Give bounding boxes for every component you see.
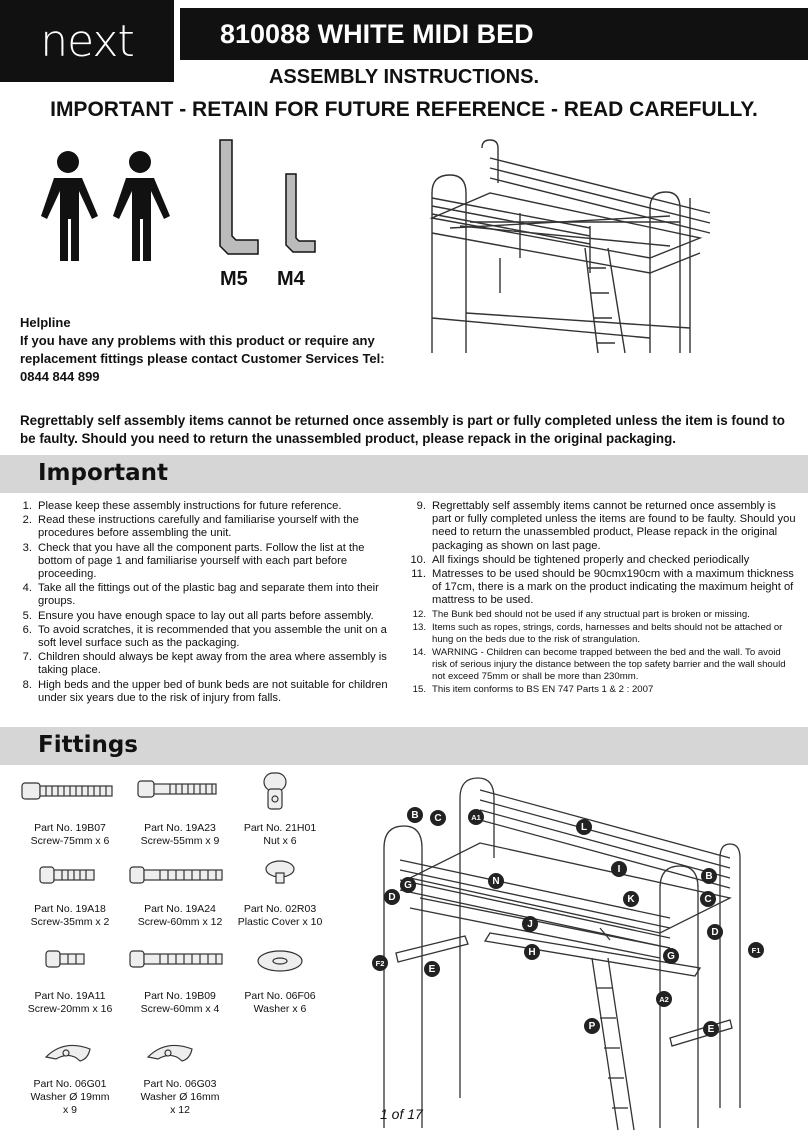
part-callout-label: P bbox=[584, 1018, 600, 1034]
list-item-number: 8. bbox=[22, 678, 32, 691]
bed-illustration bbox=[420, 138, 720, 358]
list-item-number: 13. bbox=[412, 621, 426, 633]
part-description: Screw-55mm x 9 bbox=[140, 835, 220, 847]
fitting-part-label bbox=[15, 903, 125, 929]
return-notice: Regrettably self assembly items cannot be returned once assembly is part or fully completed unless the item is found to be faulty. Should you need to return the unassembled product, please repack in the original packaging. bbox=[20, 413, 785, 446]
list-item bbox=[16, 582, 394, 608]
part-description: Washer Ø 19mm bbox=[30, 1091, 110, 1103]
part-description: Screw-60mm x 4 bbox=[140, 1003, 220, 1015]
fittings-heading: Fittings bbox=[38, 732, 138, 758]
important-list-left bbox=[16, 500, 394, 706]
list-item-text: Read these instructions carefully and familiarise yourself with the procedures before assembling the unit. bbox=[38, 514, 359, 540]
list-item-number: 15. bbox=[412, 683, 426, 695]
fitting-part-label bbox=[125, 990, 235, 1016]
curved-washer-icon bbox=[46, 1045, 90, 1061]
list-item-number: 1. bbox=[22, 500, 32, 512]
list-item-text: All fixings should be tightened properly and checked periodically bbox=[432, 553, 750, 566]
short-screw-icon bbox=[40, 867, 94, 883]
part-callout-label: A2 bbox=[656, 991, 672, 1007]
fittings-drawings bbox=[0, 765, 345, 1125]
part-description: Nut x 6 bbox=[263, 835, 297, 847]
part-description: Washer Ø 16mm bbox=[140, 1091, 220, 1103]
screw-icon bbox=[130, 951, 222, 967]
part-callout-label: D bbox=[384, 889, 400, 905]
part-number: Part No. 19A18 bbox=[34, 903, 106, 915]
list-item bbox=[410, 568, 798, 608]
list-item bbox=[16, 610, 394, 623]
part-number: Part No. 21H01 bbox=[243, 822, 317, 834]
product-title-bar bbox=[180, 8, 808, 60]
part-quantity: x 12 bbox=[170, 1104, 190, 1116]
two-person-icon bbox=[30, 148, 190, 268]
list-item-text: High beds and the upper bed of bunk beds are not suitable for children under six years due to the risk of injury from falls. bbox=[38, 678, 388, 704]
part-callout-label: A1 bbox=[468, 809, 484, 825]
part-number: Part No. 19B07 bbox=[34, 822, 106, 834]
m4-label: M4 bbox=[277, 268, 305, 290]
list-item bbox=[410, 622, 798, 646]
fitting-part-label bbox=[125, 903, 235, 929]
fitting-part-label bbox=[125, 1078, 235, 1117]
list-item bbox=[16, 500, 394, 513]
part-quantity: x 9 bbox=[62, 1104, 77, 1116]
allen-keys-icon bbox=[212, 136, 322, 266]
washer-icon bbox=[258, 951, 302, 971]
list-item-number: 12. bbox=[412, 608, 426, 620]
list-item-number: 3. bbox=[22, 541, 32, 554]
helpline-text: If you have any problems with this product or require any replacement fittings please contact Customer Services Tel: 0844 844 899 bbox=[20, 333, 385, 384]
important-section-band bbox=[0, 455, 808, 493]
list-item-number: 9. bbox=[416, 500, 426, 512]
part-description: Screw-60mm x 12 bbox=[137, 916, 223, 928]
list-item-number: 4. bbox=[22, 582, 32, 595]
part-description: Screw-75mm x 6 bbox=[30, 835, 110, 847]
part-callout-label: B bbox=[407, 807, 423, 823]
list-item bbox=[16, 514, 394, 540]
list-item-text: Check that you have all the component parts. Follow the list at the bottom of page 1 and familiarise yourself with each part before proceeding. bbox=[38, 541, 365, 581]
part-number: Part No. 06F06 bbox=[244, 990, 316, 1002]
screw-icon bbox=[130, 867, 222, 883]
part-number: Part No. 19A23 bbox=[144, 822, 216, 834]
part-number: Part No. 19A11 bbox=[34, 990, 106, 1002]
fitting-part-label bbox=[15, 822, 125, 848]
part-description: Screw-20mm x 16 bbox=[27, 1003, 113, 1015]
helpline-box bbox=[20, 314, 390, 386]
list-item-number: 6. bbox=[22, 623, 32, 636]
list-item-number: 11. bbox=[411, 568, 426, 581]
part-callout-label: F1 bbox=[748, 942, 764, 958]
part-number: Part No. 19B09 bbox=[144, 990, 216, 1002]
retain-notice: IMPORTANT - RETAIN FOR FUTURE REFERENCE - READ CAREFULLY. bbox=[50, 98, 758, 121]
list-item-text: Ensure you have enough space to lay out all parts before assembly. bbox=[38, 609, 374, 622]
part-description: Plastic Cover x 10 bbox=[237, 916, 323, 928]
fitting-part-label bbox=[15, 990, 125, 1016]
fitting-part-label bbox=[125, 822, 235, 848]
list-item bbox=[410, 684, 798, 696]
list-item-text: Children should always be kept away from the area where assembly is taking place. bbox=[38, 651, 387, 677]
part-callout-label: C bbox=[700, 891, 716, 907]
fitting-part-label bbox=[225, 990, 335, 1016]
list-item-number: 7. bbox=[22, 651, 32, 664]
helpline-heading: Helpline bbox=[20, 315, 71, 330]
long-screw-icon bbox=[22, 783, 112, 799]
list-item bbox=[16, 624, 394, 650]
list-item-text: This item conforms to BS EN 747 Parts 1 & 2 : 2007 bbox=[432, 683, 654, 695]
list-item-number: 2. bbox=[22, 514, 32, 527]
list-item-text: WARNING - Children can become trapped between the bed and the wall. To avoid risk of serious injury the distance between the top safety barrier and the wall should not exceed 75mm or shall be more than 230mm. bbox=[432, 646, 786, 682]
list-item-text: Regrettably self assembly items cannot be returned once assembly is part or fully completed unless the items are found to be faulty. Should you need to return the unassembled product, Please repack in the original packaging as shown on last page. bbox=[432, 500, 796, 552]
fitting-part-label bbox=[225, 903, 335, 929]
list-item-number: 14. bbox=[412, 646, 426, 658]
part-callout-label: D bbox=[707, 924, 723, 940]
list-item bbox=[16, 651, 394, 677]
list-item bbox=[410, 609, 798, 621]
brand-name: next bbox=[40, 15, 134, 67]
list-item bbox=[410, 554, 798, 567]
part-callout-label: B bbox=[701, 868, 717, 884]
fitting-part-label bbox=[225, 822, 335, 848]
list-item-number: 5. bbox=[22, 609, 32, 622]
part-number: Part No. 06G03 bbox=[143, 1078, 217, 1090]
part-callout-label: H bbox=[524, 944, 540, 960]
curved-washer-icon bbox=[148, 1045, 192, 1061]
assembly-heading: ASSEMBLY INSTRUCTIONS. bbox=[268, 66, 540, 88]
barrel-nut-icon bbox=[264, 773, 286, 809]
part-callout-label: J bbox=[522, 916, 538, 932]
part-callout-label: E bbox=[703, 1021, 719, 1037]
part-callout-label: E bbox=[424, 961, 440, 977]
part-description: Screw-35mm x 2 bbox=[30, 916, 110, 928]
part-callout-label: K bbox=[623, 891, 639, 907]
part-callout-label: L bbox=[576, 819, 592, 835]
fittings-section-band bbox=[0, 727, 808, 765]
part-number: Part No. 02R03 bbox=[243, 903, 317, 915]
part-description: Washer x 6 bbox=[253, 1003, 307, 1015]
product-title: 810088 WHITE MIDI BED bbox=[220, 18, 534, 49]
part-callout-label: N bbox=[488, 873, 504, 889]
page-number: 1 of 17 bbox=[380, 1106, 423, 1122]
list-item-text: To avoid scratches, it is recommended that you assemble the unit on a soft level surface such as the packaging. bbox=[38, 623, 387, 650]
list-item-text: Take all the fittings out of the plastic bag and separate them into their groups. bbox=[38, 582, 379, 608]
part-number: Part No. 19A24 bbox=[144, 903, 216, 915]
important-heading: Important bbox=[38, 460, 169, 486]
list-item-text: Items such as ropes, strings, cords, harnesses and belts should not be attached or hung on the beds due to the risk of strangulation. bbox=[432, 621, 783, 645]
list-item bbox=[16, 542, 394, 582]
part-number: Part No. 06G01 bbox=[33, 1078, 107, 1090]
m5-label: M5 bbox=[220, 268, 248, 290]
plastic-cover-icon bbox=[266, 861, 294, 883]
list-item bbox=[410, 647, 798, 683]
part-callout-label: G bbox=[663, 948, 679, 964]
important-list-right bbox=[410, 500, 798, 697]
list-item bbox=[410, 500, 798, 553]
list-item bbox=[16, 679, 394, 705]
list-item-text: Please keep these assembly instructions for future reference. bbox=[38, 500, 342, 512]
list-item-text: Matresses to be used should be 90cmx190cm with a maximum thickness of 17cm, there is a mark on the product indicating the maximum height of mattress to be used. bbox=[432, 568, 794, 607]
part-callout-label: I bbox=[611, 861, 627, 877]
list-item-number: 10. bbox=[410, 553, 426, 566]
short-screw-icon bbox=[46, 951, 84, 967]
part-callout-label: F2 bbox=[372, 955, 388, 971]
screw-icon bbox=[138, 781, 216, 797]
list-item-text: The Bunk bed should not be used if any structual part is broken or missing. bbox=[432, 608, 750, 620]
fitting-part-label bbox=[15, 1078, 125, 1117]
part-callout-label: G bbox=[400, 877, 416, 893]
part-callout-label: C bbox=[430, 810, 446, 826]
